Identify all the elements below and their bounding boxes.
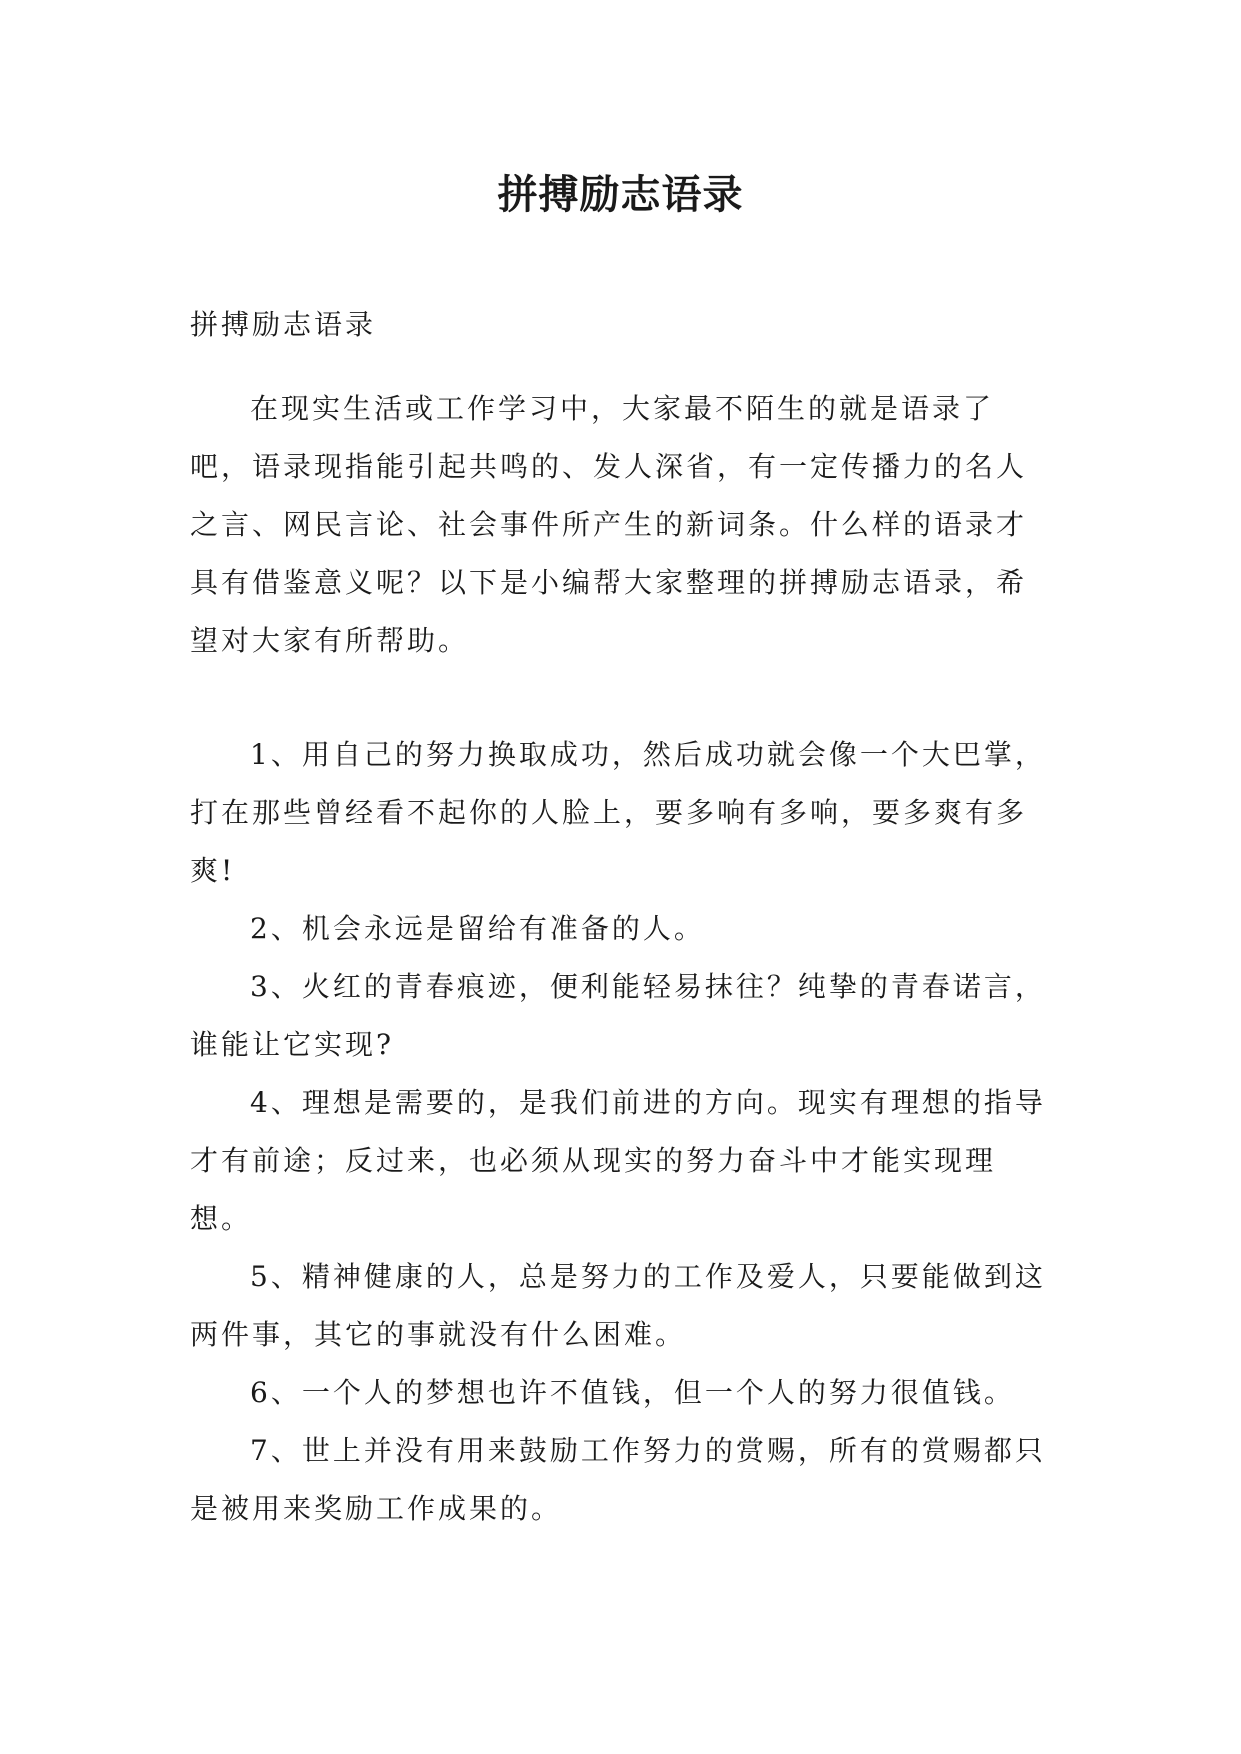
quote-item: 4、理想是需要的，是我们前进的方向。现实有理想的指导才有前途；反过来，也必须从现实的努力奋斗中才能实现理想。 (190, 1086, 1046, 1235)
quote-item: 6、一个人的梦想也许不值钱，但一个人的努力很值钱。 (250, 1376, 1015, 1409)
document-title: 拼搏励志语录 (497, 171, 744, 218)
quote-item: 5、精神健康的人，总是努力的工作及爱人，只要能做到这两件事，其它的事就没有什么困难。 (190, 1260, 1046, 1351)
quote-item: 7、世上并没有用来鼓励工作努力的赏赐，所有的赏赐都只是被用来奖励工作成果的。 (190, 1434, 1046, 1525)
quote-item: 2、机会永远是留给有准备的人。 (250, 912, 705, 945)
document-subtitle: 拼搏励志语录 (190, 308, 377, 341)
intro-paragraph: 在现实生活或工作学习中，大家最不陌生的就是语录了吧，语录现指能引起共鸣的、发人深省，有一定传播力的名人之言、网民言论、社会事件所产生的新词条。什么样的语录才具有借鉴意义呢？以下是小编帮大家整理的拼搏励志语录，希望对大家有所帮助。 (190, 392, 1028, 657)
quote-item: 1、用自己的努力换取成功，然后成功就会像一个大巴掌，打在那些曾经看不起你的人脸上，要多响有多响，要多爽有多爽! (190, 738, 1046, 887)
quote-list (190, 726, 1050, 1538)
quote-item: 3、火红的青春痕迹，便利能轻易抹往？纯挚的青春诺言，谁能让它实现? (190, 970, 1046, 1061)
document-body (190, 296, 1050, 1538)
